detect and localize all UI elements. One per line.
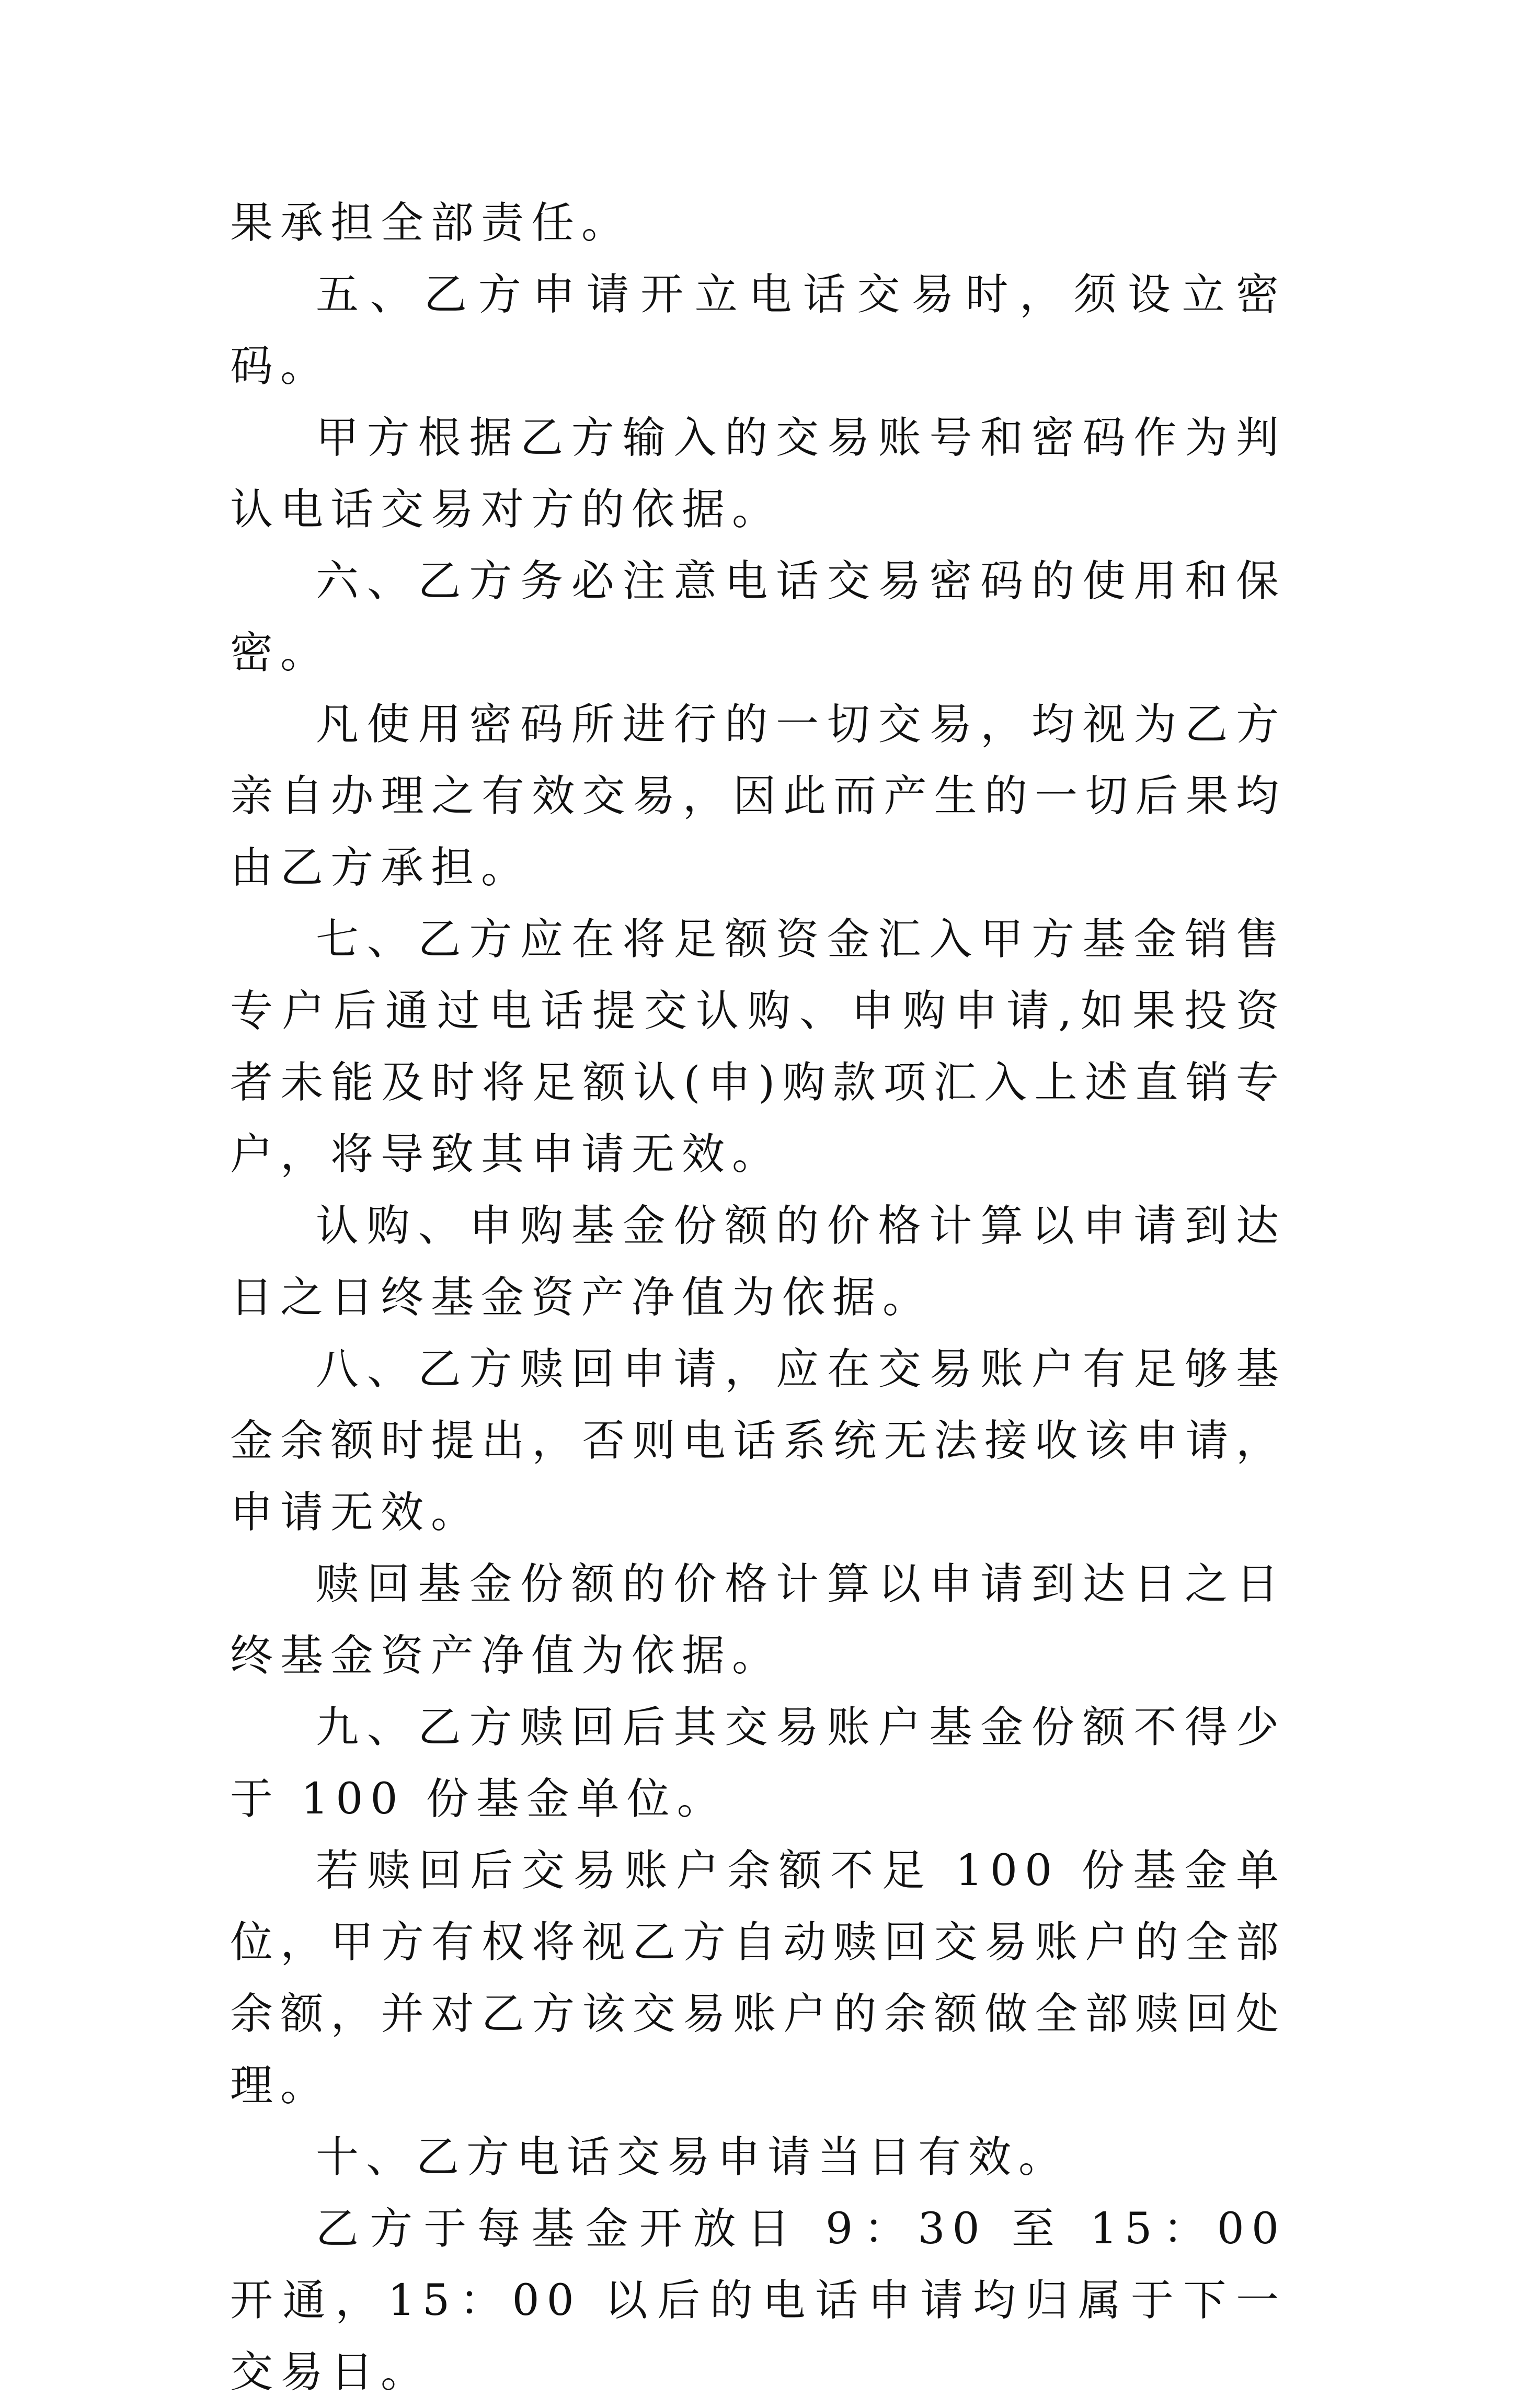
paragraph-12: 十、乙方电话交易申请当日有效。 <box>316 2132 1069 2182</box>
paragraph-5: 凡使用密码所进行的一切交易，均视为乙方亲自办理之有效交易，因此而产生的一切后果均由乙方承担。 <box>230 700 1286 893</box>
paragraph-7: 认购、申购基金份额的价格计算以申请到达日之日终基金资产净值为依据。 <box>230 1201 1286 1322</box>
paragraph-4: 六、乙方务必注意电话交易密码的使用和保密。 <box>230 556 1286 678</box>
paragraph-2: 五、乙方申请开立电话交易时，须设立密码。 <box>230 270 1286 391</box>
paragraph-8: 八、乙方赎回申请，应在交易账户有足够基金余额时提出，否则电话系统无法接收该申请，申请无效。 <box>230 1344 1286 1537</box>
document-body <box>230 187 1286 2408</box>
paragraph-6: 七、乙方应在将足额资金汇入甲方基金销售专户后通过电话提交认购、申购申请,如果投资者未能及时将足额认(申)购款项汇入上述直销专户，将导致其申请无效。 <box>230 915 1286 1179</box>
paragraph-1: 果承担全部责任。 <box>230 198 632 248</box>
paragraph-3: 甲方根据乙方输入的交易账号和密码作为判认电话交易对方的依据。 <box>230 413 1286 534</box>
paragraph-10: 九、乙方赎回后其交易账户基金份额不得少于 100 份基金单位。 <box>230 1703 1286 1824</box>
paragraph-13: 乙方于每基金开放日 9：30 至 15：00 开通，15：00 以后的电话申请均归属于下一交易日。 <box>230 2204 1286 2397</box>
paragraph-11: 若赎回后交易账户余额不足 100 份基金单位，甲方有权将视乙方自动赎回交易账户的全部余额，并对乙方该交易账户的余额做全部赎回处理。 <box>230 1846 1286 2110</box>
paragraph-9: 赎回基金份额的价格计算以申请到达日之日终基金资产净值为依据。 <box>230 1559 1286 1681</box>
